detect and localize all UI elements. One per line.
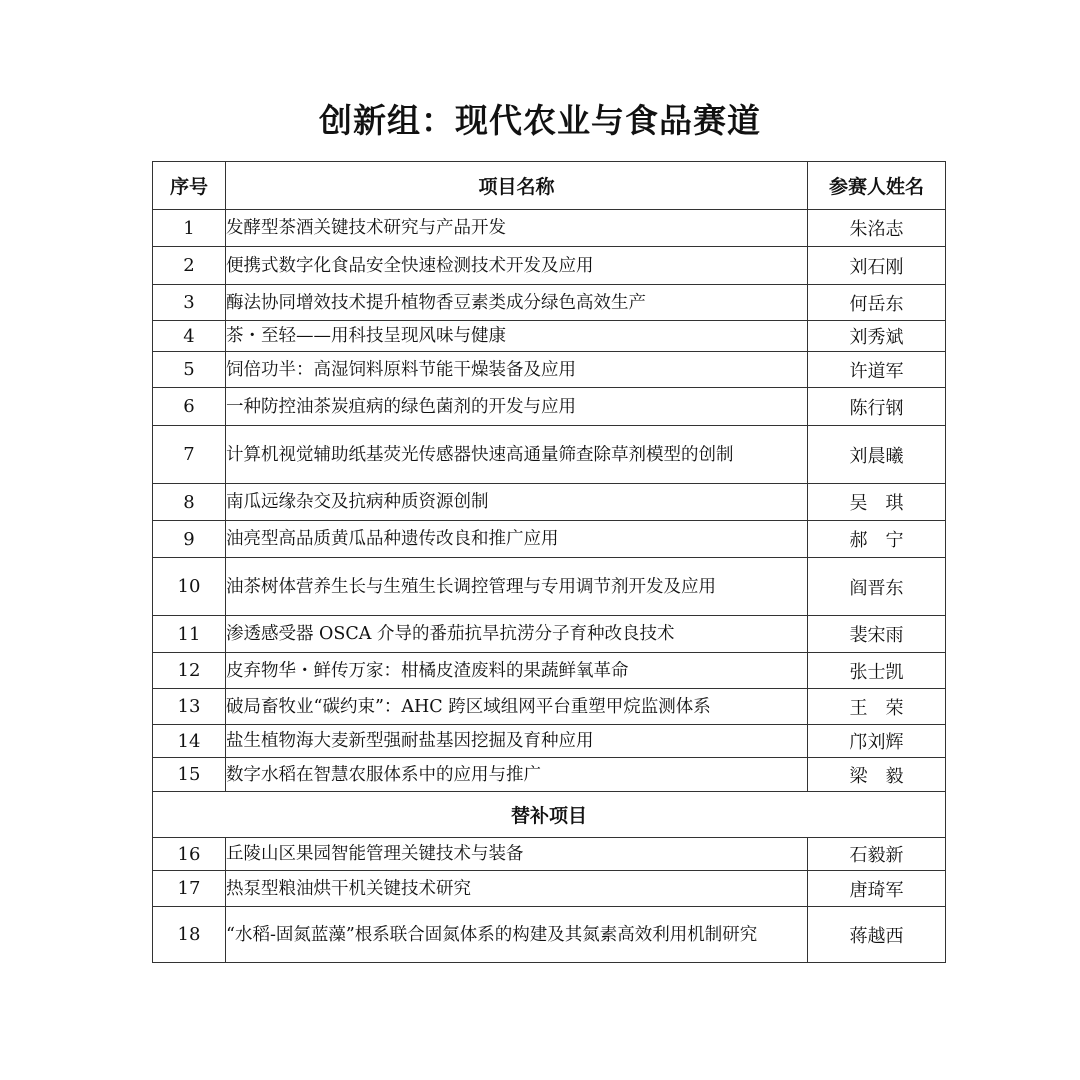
row-number: 3 <box>153 285 226 321</box>
participant-name: 唐琦军 <box>808 871 946 907</box>
participant-name: 梁 毅 <box>808 758 946 792</box>
row-number: 18 <box>153 907 226 963</box>
project-name: 热泵型粮油烘干机关键技术研究 <box>226 871 808 907</box>
table-row <box>153 484 946 521</box>
participant-name: 郝 宁 <box>808 521 946 558</box>
table-row <box>153 210 946 247</box>
participant-name: 刘石刚 <box>808 247 946 285</box>
table-row <box>153 558 946 616</box>
table-row <box>153 521 946 558</box>
participant-name: 许道军 <box>808 352 946 388</box>
table-row <box>153 285 946 321</box>
row-number: 10 <box>153 558 226 616</box>
row-number: 5 <box>153 352 226 388</box>
table-row <box>153 689 946 725</box>
project-name: 计算机视觉辅助纸基荧光传感器快速高通量筛查除草剂模型的创制 <box>226 426 808 484</box>
table-row <box>153 871 946 907</box>
participant-name: 吴 琪 <box>808 484 946 521</box>
row-number: 2 <box>153 247 226 285</box>
backup-section-label: 替补项目 <box>153 792 946 838</box>
project-name: 发酵型茶酒关键技术研究与产品开发 <box>226 210 808 247</box>
participant-name: 何岳东 <box>808 285 946 321</box>
project-name: 丘陵山区果园智能管理关键技术与装备 <box>226 838 808 871</box>
project-name: 油亮型高品质黄瓜品种遗传改良和推广应用 <box>226 521 808 558</box>
project-name: 饲倍功半：高湿饲料原料节能干燥装备及应用 <box>226 352 808 388</box>
project-name: 皮弃物华・鲜传万家：柑橘皮渣废料的果蔬鲜氧革命 <box>226 653 808 689</box>
table-row <box>153 907 946 963</box>
row-number: 1 <box>153 210 226 247</box>
row-number: 7 <box>153 426 226 484</box>
row-number: 13 <box>153 689 226 725</box>
row-number: 17 <box>153 871 226 907</box>
participant-name: 王 荣 <box>808 689 946 725</box>
row-number: 4 <box>153 321 226 352</box>
project-table <box>152 161 946 963</box>
project-name: 便携式数字化食品安全快速检测技术开发及应用 <box>226 247 808 285</box>
participant-name: 邝刘辉 <box>808 725 946 758</box>
table-row <box>153 388 946 426</box>
header-participant: 参赛人姓名 <box>808 162 946 210</box>
project-name: 数字水稻在智慧农服体系中的应用与推广 <box>226 758 808 792</box>
table-row <box>153 838 946 871</box>
participant-name: 刘晨曦 <box>808 426 946 484</box>
table-row <box>153 352 946 388</box>
participant-name: 朱洺志 <box>808 210 946 247</box>
project-name: 茶・至轻——用科技呈现风味与健康 <box>226 321 808 352</box>
project-name: 南瓜远缘杂交及抗病种质资源创制 <box>226 484 808 521</box>
table-row <box>153 653 946 689</box>
row-number: 9 <box>153 521 226 558</box>
participant-name: 陈行钢 <box>808 388 946 426</box>
row-number: 15 <box>153 758 226 792</box>
participant-name: 刘秀斌 <box>808 321 946 352</box>
participant-name: 裴宋雨 <box>808 616 946 653</box>
header-no: 序号 <box>153 162 226 210</box>
page-title: 创新组：现代农业与食品赛道 <box>319 101 761 140</box>
row-number: 8 <box>153 484 226 521</box>
project-name: “水稻-固氮蓝藻”根系联合固氮体系的构建及其氮素高效利用机制研究 <box>226 907 808 963</box>
project-name: 渗透感受器 OSCA 介导的番茄抗旱抗涝分子育种改良技术 <box>226 616 808 653</box>
table-row <box>153 321 946 352</box>
table-row <box>153 758 946 792</box>
participant-name: 蒋越西 <box>808 907 946 963</box>
project-name: 破局畜牧业“碳约束”：AHC 跨区域组网平台重塑甲烷监测体系 <box>226 689 808 725</box>
participant-name: 石毅新 <box>808 838 946 871</box>
row-number: 11 <box>153 616 226 653</box>
participant-name: 张士凯 <box>808 653 946 689</box>
section-row <box>153 792 946 838</box>
project-name: 酶法协同增效技术提升植物香豆素类成分绿色高效生产 <box>226 285 808 321</box>
table-row <box>153 616 946 653</box>
header-project-name: 项目名称 <box>226 162 808 210</box>
participant-name: 阎晋东 <box>808 558 946 616</box>
table-row <box>153 725 946 758</box>
table-row <box>153 247 946 285</box>
row-number: 12 <box>153 653 226 689</box>
project-name: 一种防控油茶炭疽病的绿色菌剂的开发与应用 <box>226 388 808 426</box>
row-number: 14 <box>153 725 226 758</box>
row-number: 16 <box>153 838 226 871</box>
project-name: 盐生植物海大麦新型强耐盐基因挖掘及育种应用 <box>226 725 808 758</box>
table-header-row <box>153 162 946 210</box>
row-number: 6 <box>153 388 226 426</box>
table-row <box>153 426 946 484</box>
project-name: 油茶树体营养生长与生殖生长调控管理与专用调节剂开发及应用 <box>226 558 808 616</box>
